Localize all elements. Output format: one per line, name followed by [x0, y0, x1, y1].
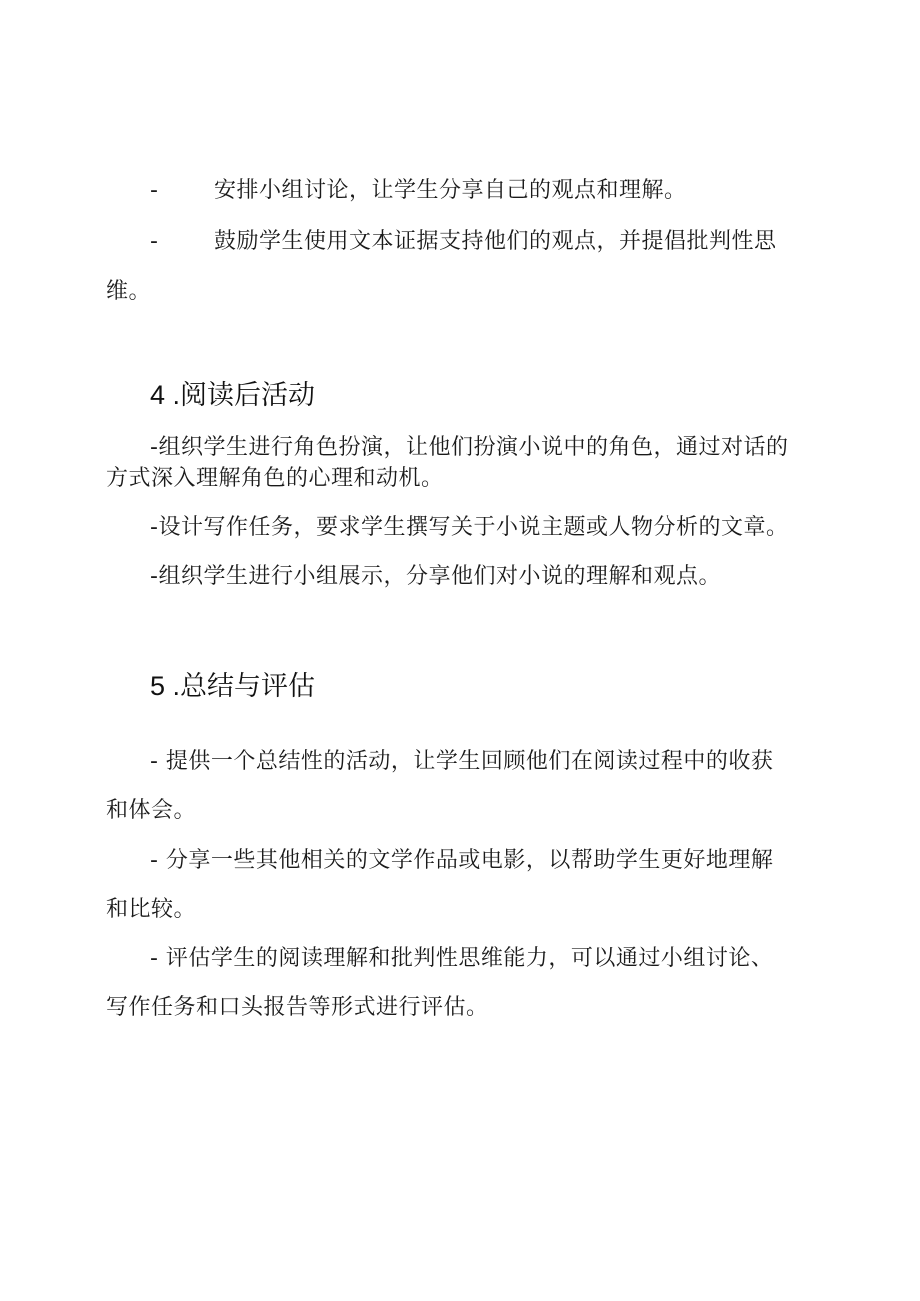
list-item-text-continuation: 写作任务和口头报告等形式进行评估。 — [106, 995, 489, 1020]
list-item-text: - 分享一些其他相关的文学作品或电影，以帮助学生更好地理解 — [150, 848, 774, 873]
list-item-text: - 提供一个总结性的活动，让学生回顾他们在阅读过程中的收获 — [150, 749, 774, 774]
list-item-text-continuation: 和体会。 — [106, 798, 197, 823]
list-item-text: -组织学生进行小组展示，分享他们对小说的理解和观点。 — [150, 564, 721, 589]
list-dash: - — [150, 178, 158, 203]
list-item-text-continuation: 和比较。 — [106, 897, 197, 922]
section-heading: 5 .总结与评估 — [150, 671, 316, 701]
list-item-text: 安排小组讨论，让学生分享自己的观点和理解。 — [214, 178, 687, 203]
list-item-text: 鼓励学生使用文本证据支持他们的观点，并提倡批判性思 — [214, 229, 777, 254]
list-item-text: - 评估学生的阅读理解和批判性思维能力，可以通过小组讨论、 — [150, 946, 774, 971]
list-item-text-continuation: 方式深入理解角色的心理和动机。 — [106, 466, 444, 491]
list-item-text: -设计写作任务，要求学生撰写关于小说主题或人物分析的文章。 — [150, 515, 789, 540]
list-dash: - — [150, 229, 158, 254]
list-item-text: -组织学生进行角色扮演，让他们扮演小说中的角色，通过对话的 — [150, 435, 789, 460]
list-item-text-continuation: 维。 — [106, 279, 152, 304]
section-heading: 4 .阅读后活动 — [150, 380, 316, 410]
